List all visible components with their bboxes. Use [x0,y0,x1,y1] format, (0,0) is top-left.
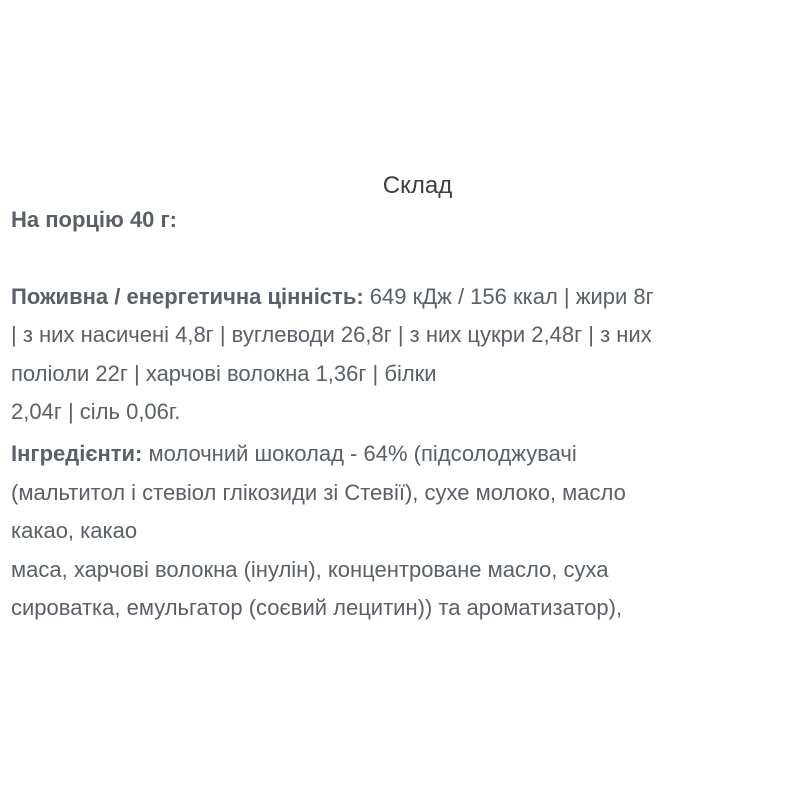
nutrition-line-4: 2,04г | сіль 0,06г. [11,399,181,424]
ingredients-line-3: какао, какао [11,518,138,543]
serving-size: На порцію 40 г: [11,207,178,232]
ingredients-line-4: маса, харчові волокна (інулін), концентроване масло, суха [11,557,609,582]
ingredients-line-2: (мальтитол і стевіол глікозиди зі Стевії), сухе молоко, масло [11,480,626,505]
nutrition-line-1 [11,282,654,312]
ingredients-label: Інгредієнти: [11,441,143,466]
ingredients-text-1: молочний шоколад - 64% (підсолоджувачі [142,441,577,466]
nutrition-line-3: поліоли 22г | харчові волокна 1,36г | білки [11,361,437,386]
ingredients-line-1 [11,439,577,469]
nutrition-label: Поживна / енергетична цінність: [11,284,364,309]
nutrition-line-2: | з них насичені 4,8г | вуглеводи 26,8г | з них цукри 2,48г | з них [11,322,652,347]
ingredients-line-5: сироватка, емульгатор (соєвий лецитин)) та ароматизатор), [11,595,623,620]
nutrition-text-1: 649 кДж / 156 ккал | жири 8г [363,284,654,309]
page-title: Склад [382,172,453,199]
